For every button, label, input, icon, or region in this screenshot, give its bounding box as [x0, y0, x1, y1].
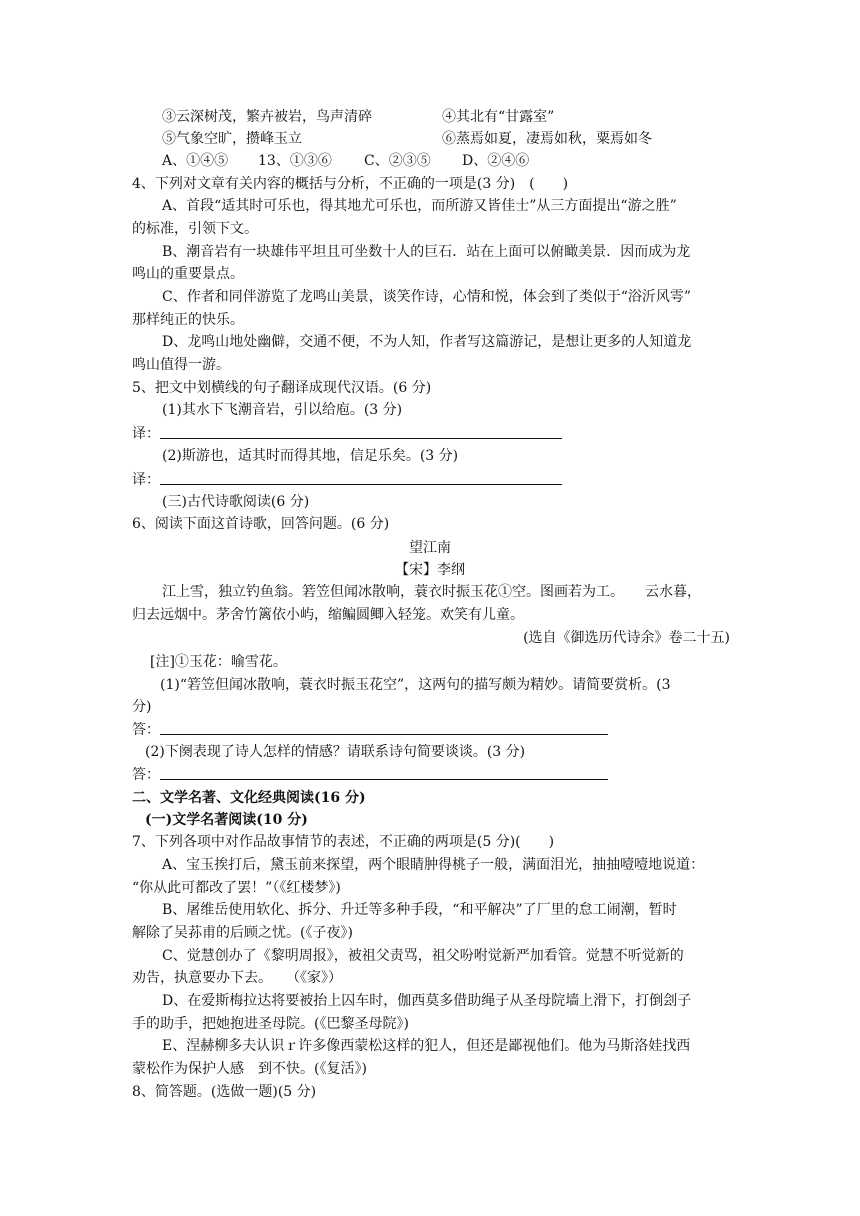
option-6: ⑥蒸焉如夏，凄焉如秋，粟焉如冬 [442, 131, 652, 147]
q7-option-d-line2: 手的助手，把她抱进圣母院。(《巴黎圣母院》) [132, 1016, 409, 1032]
translate-label: 译： [132, 472, 160, 488]
q5-part-2: (2)斯游也，适其时而得其地，信足乐矣。(3 分) [162, 448, 459, 464]
q4-option-b-line1: B、潮音岩有一块雄伟平坦且可坐数十人的巨石．站在上面可以俯瞰美景．因而成为龙 [162, 244, 691, 260]
q4-option-c-line1: C、作者和同伴游览了龙鸣山美景，谈笑作诗，心情和悦，体会到了类似于“浴沂风雩” [162, 289, 692, 305]
option-4: ④其北有“甘露室” [442, 109, 555, 125]
poem-author: 【宋】李纲 [395, 562, 465, 578]
q4-option-b-line2: 鸣山的重要景点。 [132, 266, 244, 282]
question-5: 5、把文中划横线的句子翻译成现代汉语。(6 分) [132, 380, 432, 396]
answer-line[interactable] [160, 779, 608, 780]
q4-option-d-line2: 鸣山值得一游。 [132, 357, 230, 373]
q7-option-c-line1: C、觉慧创办了《黎明周报》，被祖父责骂，祖父吩咐觉新严加看管。觉慧不听觉新的 [162, 948, 684, 964]
q4-option-a-line2: 的标准，引领下文。 [132, 221, 258, 237]
question-7: 7、下列各项中对作品故事情节的表述，不正确的两项是(5 分)( ) [132, 834, 555, 850]
q7-option-c-line2: 劝告，执意要办下去。 （《家》） [132, 970, 342, 986]
q4-option-d-line1: D、龙鸣山地处幽僻，交通不便，不为人知，作者写这篇游记，是想让更多的人知道龙 [162, 334, 692, 350]
choice-d: D、②④⑥ [462, 153, 530, 169]
choice-a: A、①④⑤ [162, 153, 229, 169]
q7-option-e-line1: E、涅赫柳多夫认识ｒ许多像西蒙松这样的犯人，但还是鄙视他们。他为马斯洛娃找西 [162, 1038, 691, 1054]
answer-line[interactable] [160, 438, 562, 439]
section-heading: (三)古代诗歌阅读(6 分) [162, 494, 310, 510]
poem-title: 望江南 [409, 540, 451, 556]
q7-option-b-line1: B、屠维岳使用软化、拆分、升迁等多种手段，“和平解决”了厂里的怠工闹潮，暂时 [162, 902, 677, 918]
q5-part-1: (1)其水下飞潮音岩，引以给庖。(3 分) [162, 402, 403, 418]
poem-line: 江上雪，独立钓鱼翁。箬笠但闻冰散响，蓑衣时振玉花①空。图画若为工。 云水暮， [162, 584, 701, 600]
answer-line[interactable] [160, 734, 608, 735]
q4-option-c-line2: 那样纯正的快乐。 [132, 312, 244, 328]
annotation: [注]①玉花：喻雪花。 [150, 654, 287, 670]
q7-option-e-line2: 蒙松作为保护人感 到不快。(《复活》) [132, 1061, 367, 1077]
choice-c: C、②③⑤ [364, 153, 431, 169]
translate-label: 译： [132, 426, 160, 442]
q7-option-b-line2: 解除了吴荪甫的后顾之忧。(《子夜》) [132, 925, 353, 941]
q4-option-a-line1: A、首段“适其时可乐也，得其地尤可乐也，而所游又皆佳士”从三方面提出“游之胜” [162, 198, 677, 214]
q6-part-1: (1)“箬笠但闻冰散响，蓑衣时振玉花空”，这两句的描写颇为精妙。请简要赏析。(3 [160, 677, 671, 693]
option-3: ③云深树茂，繁卉被岩，鸟声清碎 [162, 109, 372, 125]
q7-option-a-line2: “你从此可都改了罢！”（《红楼梦》) [132, 880, 341, 896]
question-8: 8、简答题。(选做一题)(5 分) [132, 1084, 317, 1100]
q6-part-1-wrap: 分) [132, 699, 152, 715]
poem-line: 归去远烟中。茅舍竹篱依小屿，缩鳊圆鲫入轻笼。欢笑有儿童。 [132, 607, 524, 623]
choice-b: 13、①③⑥ [258, 153, 332, 169]
question-4: 4、下列对文章有关内容的概括与分析，不正确的一项是(3 分) ( ) [132, 176, 569, 192]
answer-label: 答： [132, 767, 160, 783]
q6-part-2: (2)下阕表现了诗人怎样的情感？请联系诗句简要谈谈。(3 分) [145, 744, 526, 760]
option-5: ⑤气象空旷，攒峰玉立 [162, 131, 302, 147]
answer-label: 答： [132, 722, 160, 738]
q7-option-a-line1: A、宝玉挨打后，黛玉前来探望，两个眼睛肿得桃子一般，满面泪光，抽抽噎噎地说道： [162, 857, 705, 873]
answer-line[interactable] [160, 484, 562, 485]
poem-source: (选自《御选历代诗余》卷二十五) [523, 630, 730, 646]
q7-option-d-line1: D、在爱斯梅拉达将要被抬上囚车时，伽西莫多借助绳子从圣母院墙上滑下，打倒刽子 [162, 993, 692, 1009]
question-6: 6、阅读下面这首诗歌，回答问题。(6 分) [132, 516, 390, 532]
part-heading: 二、文学名著、文化经典阅读(16 分) [132, 790, 366, 806]
section-heading: (一)文学名著阅读(10 分) [145, 812, 308, 828]
